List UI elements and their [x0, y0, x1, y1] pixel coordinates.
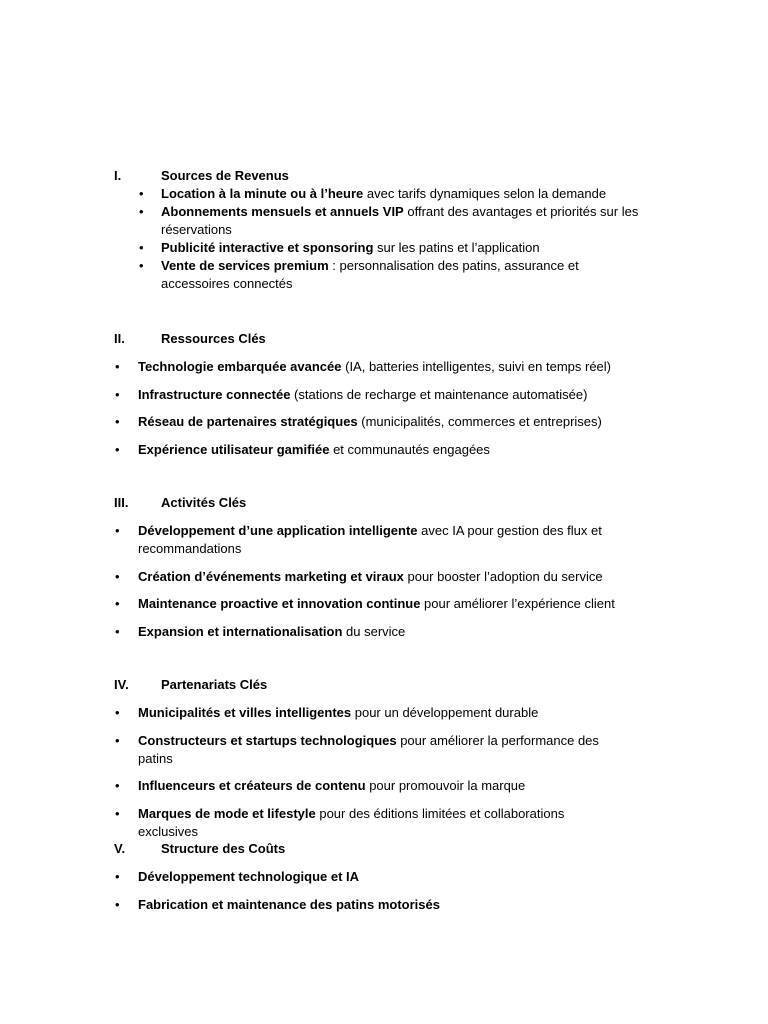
item-text: pour améliorer l’expérience client	[420, 596, 615, 611]
bullet-list	[0, 704, 768, 841]
item-bold-text: Expansion et internationalisation	[138, 623, 343, 639]
bullet-icon: •	[115, 359, 120, 374]
bullet-icon: •	[115, 441, 120, 457]
section-title: Structure des Coûts	[161, 841, 286, 856]
list-item	[115, 595, 618, 613]
bullet-icon: •	[115, 623, 120, 639]
bullet-icon: •	[115, 805, 120, 821]
item-bold-text: Développement technologique et IA	[138, 869, 360, 884]
list-item	[115, 623, 618, 641]
item-text: (stations de recharge et maintenance automatisée)	[290, 386, 588, 402]
list-item	[115, 805, 618, 841]
section-key-resources	[0, 330, 768, 468]
bullet-icon: •	[115, 896, 120, 912]
bullet-icon: •	[139, 240, 144, 255]
bullet-icon: •	[115, 568, 120, 584]
section-title: Ressources Clés	[161, 331, 266, 346]
list-item	[115, 386, 618, 404]
bullet-list	[0, 358, 768, 459]
list-item	[139, 185, 641, 203]
item-bold-text: Marques de mode et lifestyle	[138, 805, 316, 821]
item-text: pour un développement durable	[351, 705, 539, 720]
item-bold-text: Réseau de partenaires stratégiques	[138, 414, 358, 429]
item-bold-text: Fabrication et maintenance des patins motorisés	[138, 896, 440, 912]
section-heading	[0, 330, 768, 348]
section-numeral: III.	[114, 495, 129, 510]
bullet-icon: •	[115, 705, 120, 720]
item-text: (IA, batteries intelligentes, suivi en temps réel)	[341, 359, 612, 374]
item-text: pour promouvoir la marque	[365, 778, 526, 793]
section-numeral: V.	[114, 841, 126, 856]
section-numeral: IV.	[114, 677, 129, 692]
bullet-list	[0, 522, 768, 641]
bullet-list	[0, 185, 768, 293]
item-bold-text: Maintenance proactive et innovation continue	[138, 596, 421, 611]
section-key-activities	[0, 494, 768, 650]
section-title: Partenariats Clés	[161, 677, 268, 692]
section-heading	[0, 840, 768, 858]
section-title: Activités Clés	[161, 495, 247, 510]
section-title: Sources de Revenus	[161, 168, 289, 183]
item-text: avec tarifs dynamiques selon la demande	[363, 186, 607, 201]
item-bold-text: Abonnements mensuels et annuels VIP	[161, 204, 404, 219]
bullet-icon: •	[139, 258, 144, 273]
item-bold-text: Constructeurs et startups technologiques	[138, 732, 397, 748]
list-item	[139, 239, 641, 257]
item-bold-text: Expérience utilisateur gamifiée	[138, 441, 330, 457]
item-text: (municipalités, commerces et entreprises)	[357, 414, 602, 429]
list-item	[115, 522, 618, 558]
list-item	[115, 704, 618, 722]
bullet-icon: •	[115, 869, 120, 884]
bullet-icon: •	[115, 596, 120, 611]
item-bold-text: Infrastructure connectée	[138, 386, 291, 402]
section-revenue-sources	[0, 167, 768, 293]
bullet-icon: •	[115, 386, 120, 402]
list-item	[115, 358, 618, 376]
bullet-icon: •	[115, 414, 120, 429]
item-text: : personnalisation des patins, assurance et accessoires connectés	[161, 258, 579, 291]
item-bold-text: Municipalités et villes intelligentes	[138, 705, 352, 720]
item-text: offrant des avantages et priorités sur les réservations	[161, 204, 639, 237]
item-text: avec IA pour gestion des flux et recommandations	[138, 523, 602, 556]
item-text: et communautés engagées	[329, 441, 490, 457]
item-text: du service	[342, 623, 406, 639]
section-cost-structure	[0, 840, 768, 923]
bullet-icon: •	[115, 778, 120, 793]
list-item	[115, 413, 618, 431]
item-bold-text: Influenceurs et créateurs de contenu	[138, 778, 366, 793]
bullet-icon: •	[139, 204, 144, 219]
list-item	[115, 568, 618, 586]
list-item	[115, 777, 618, 795]
item-text: pour améliorer la performance des patins	[138, 732, 599, 766]
item-text: pour des éditions limitées et collaborations exclusives	[138, 805, 565, 839]
list-item	[115, 732, 618, 768]
section-key-partnerships	[0, 676, 768, 850]
bullet-icon: •	[139, 186, 144, 201]
section-numeral: II.	[114, 331, 125, 346]
item-text: pour booster l’adoption du service	[403, 568, 603, 584]
section-heading	[0, 494, 768, 512]
bullet-icon: •	[115, 732, 120, 748]
item-bold-text: Technologie embarquée avancée	[138, 359, 342, 374]
section-heading	[0, 676, 768, 694]
item-bold-text: Création d’événements marketing et viraux	[138, 568, 404, 584]
list-item	[139, 257, 641, 293]
list-item	[115, 868, 618, 886]
section-heading	[0, 167, 768, 185]
item-bold-text: Publicité interactive et sponsoring	[161, 240, 374, 255]
bullet-list	[0, 868, 768, 914]
item-bold-text: Location à la minute ou à l’heure	[161, 186, 364, 201]
list-item	[115, 441, 618, 459]
bullet-icon: •	[115, 523, 120, 538]
list-item	[115, 896, 618, 914]
item-bold-text: Développement d’une application intelligente	[138, 523, 418, 538]
item-bold-text: Vente de services premium	[161, 258, 329, 273]
list-item	[139, 203, 641, 239]
section-numeral: I.	[114, 168, 122, 183]
item-text: sur les patins et l’application	[373, 240, 540, 255]
